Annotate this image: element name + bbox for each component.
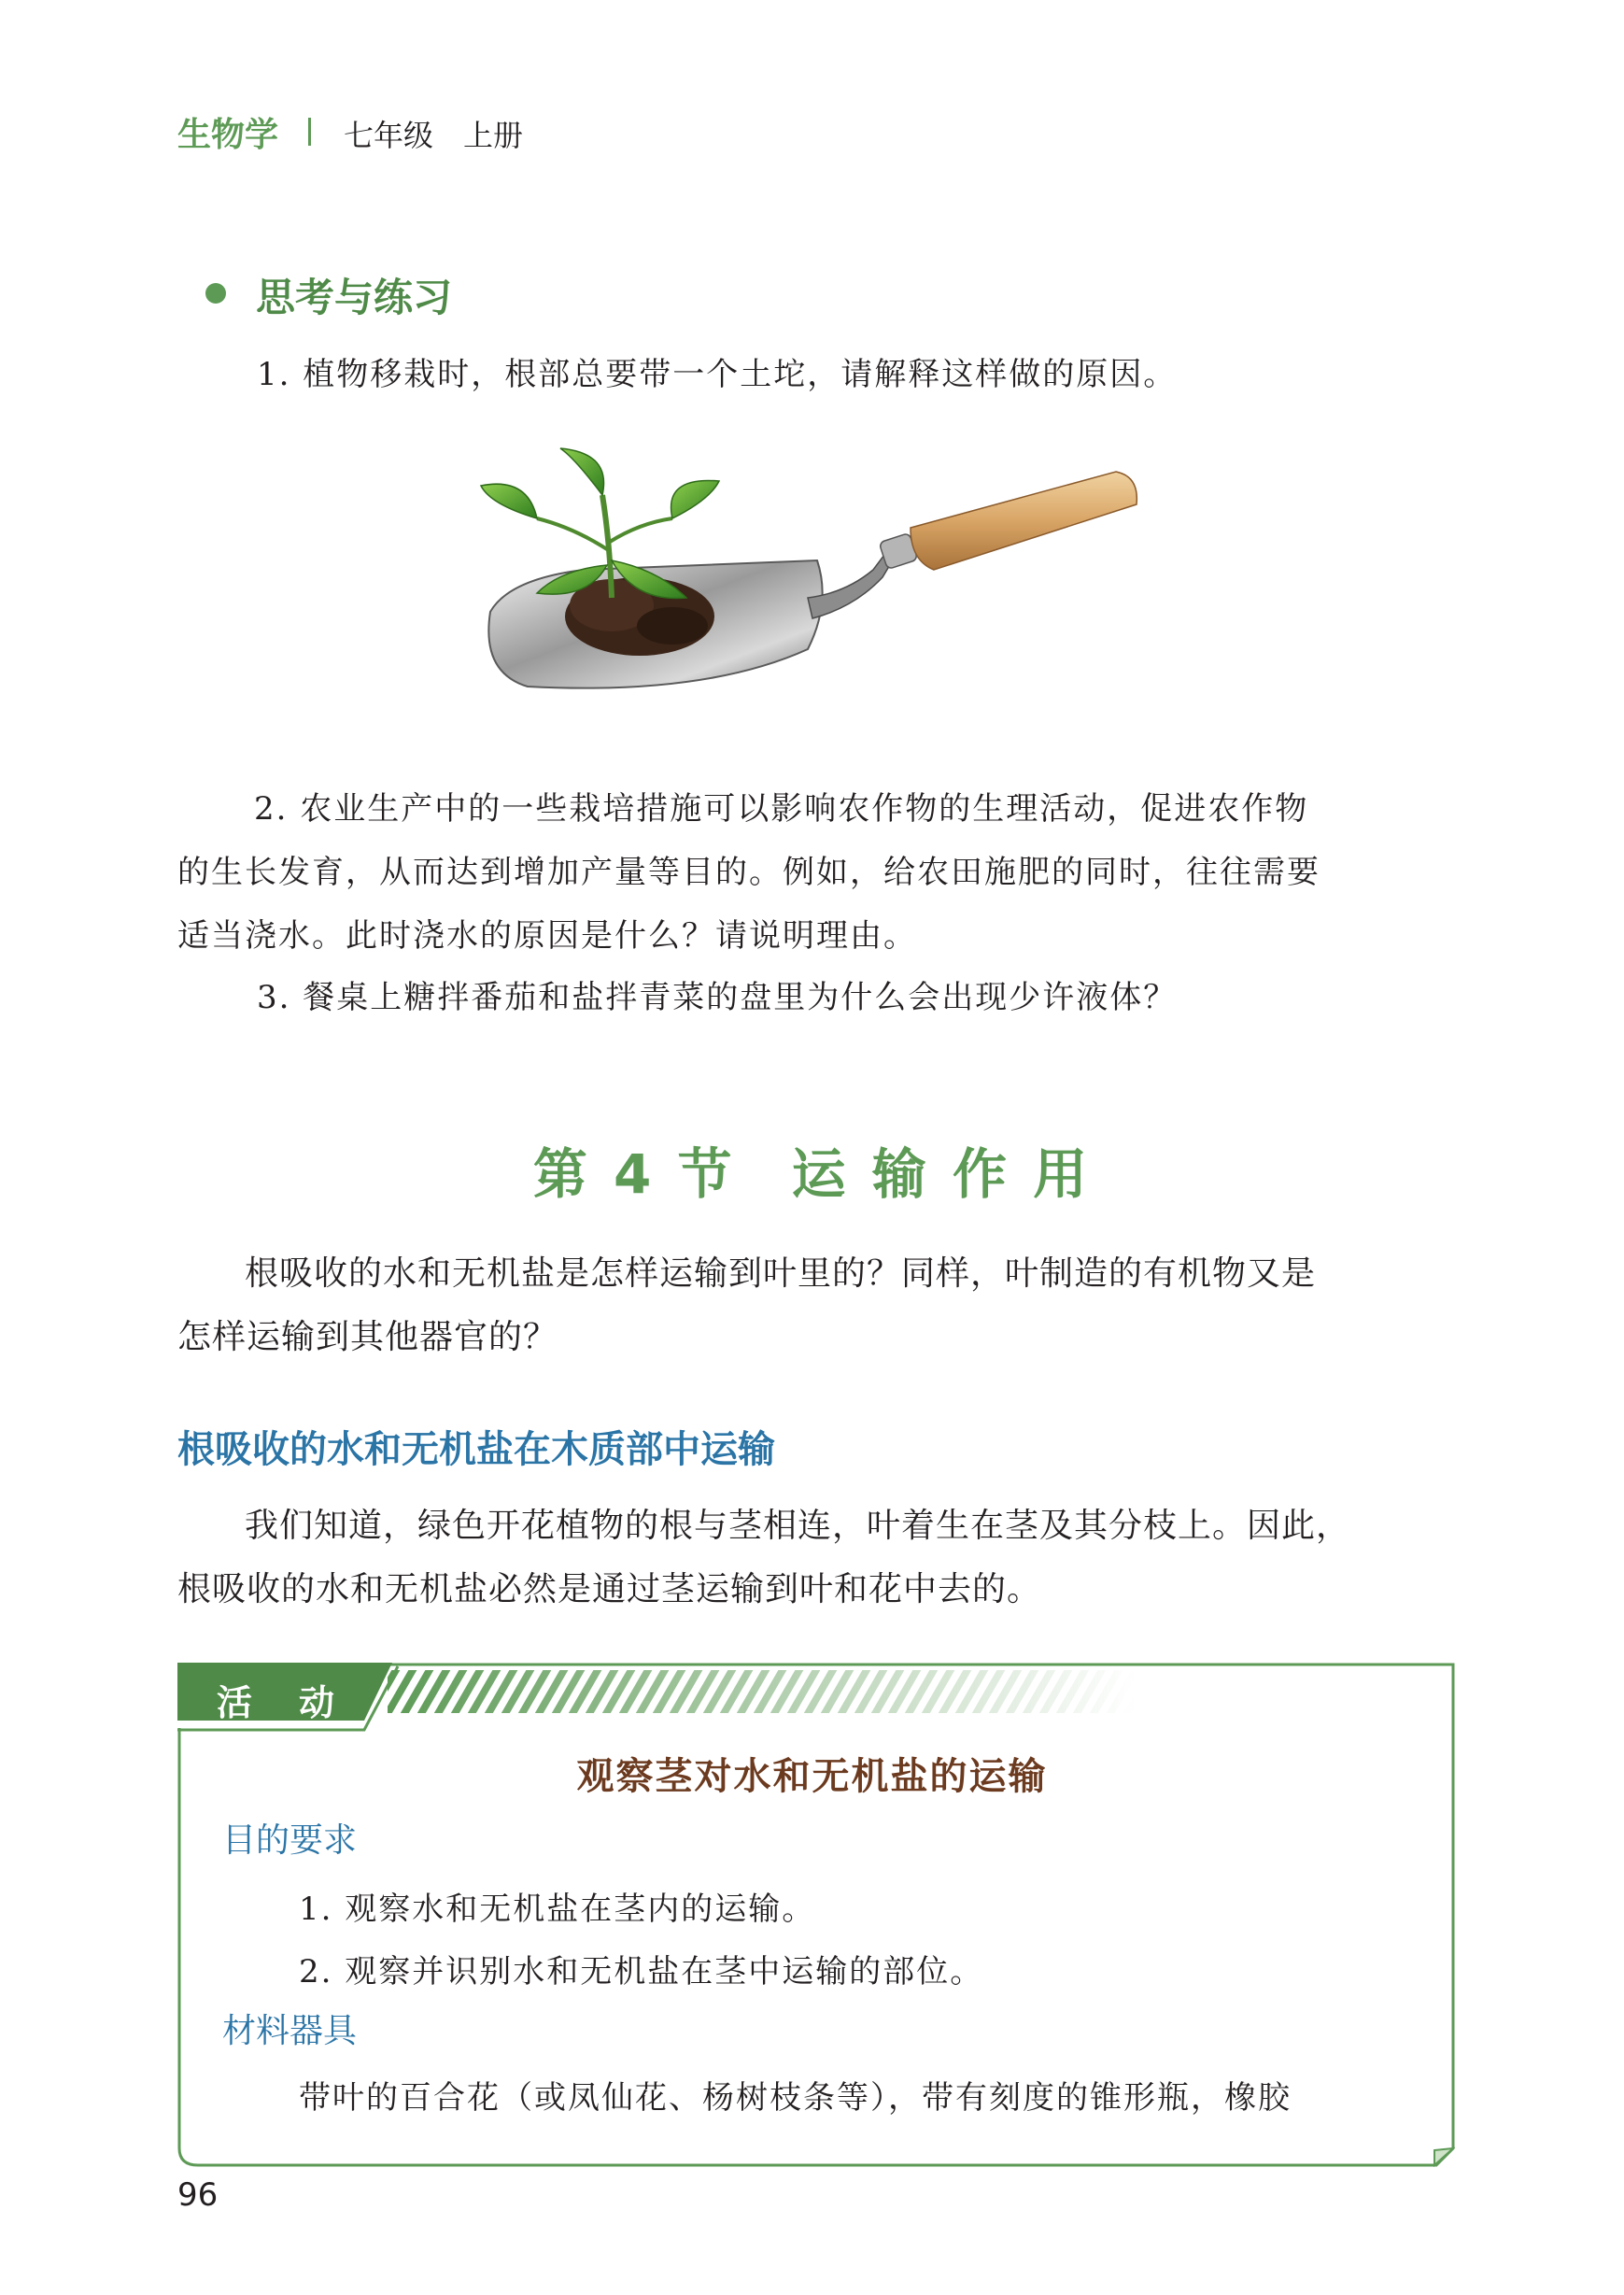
section-intro [177,1242,1459,1369]
activity-title: 观察茎对水和无机盐的运输 [576,1754,1048,1798]
exercise-q2-line: 2. 农业生产中的一些栽培措施可以影响农作物的生理活动，促进农作物 [254,790,1309,828]
activity-tab-label: 活 动 [217,1681,341,1723]
header-grade: 七年级 上册 [344,118,524,153]
intro-line: 怎样运输到其他器官的？ [177,1318,558,1356]
section-paragraph [177,1495,1459,1622]
goal-item: 1. 观察水和无机盐在茎内的运输。 [299,1891,816,1928]
exercise-q2-line: 的生长发育，从而达到增加产量等目的。例如，给农田施肥的同时，往往需要 [177,854,1320,891]
bullet-dot-icon [205,283,226,304]
exercises-title: 思考与练习 [256,275,453,320]
paragraph-line: 根吸收的水和无机盐必然是通过茎运输到叶和花中去的。 [177,1570,1042,1608]
page-number: 96 [177,2176,219,2214]
materials-heading: 材料器具 [222,2012,358,2050]
section-title [0,1130,1624,1209]
intro-line: 根吸收的水和无机盐是怎样运输到叶里的？同样，叶制造的有机物又是 [245,1254,1317,1293]
goals-heading: 目的要求 [222,1821,358,1860]
paragraph-line: 我们知道，绿色开花植物的根与茎相连，叶着生在茎及其分枝上。因此， [245,1507,1351,1545]
goal-item: 2. 观察并识别水和无机盐在茎中运输的部位。 [299,1953,984,1990]
header-subject: 生物学 [177,116,279,154]
section-number: 第 4 节 [532,1142,736,1206]
trowel-seedling-illustration [472,439,1144,719]
exercise-q1: 1. 植物移栽时，根部总要带一个土坨，请解释这样做的原因。 [257,356,1178,393]
exercise-q3: 3. 餐桌上糖拌番茄和盐拌青菜的盘里为什么会出现少许液体？ [257,979,1178,1016]
materials-text: 带叶的百合花（或凤仙花、杨树枝条等），带有刻度的锥形瓶，橡胶 [299,2079,1292,2117]
header-separator [308,118,311,146]
section-name: 运 输 作 用 [791,1142,1092,1206]
subheading: 根吸收的水和无机盐在木质部中运输 [177,1428,775,1471]
exercise-q2-line: 适当浇水。此时浇水的原因是什么？请说明理由。 [177,917,917,955]
exercise-q2 [177,777,1459,968]
